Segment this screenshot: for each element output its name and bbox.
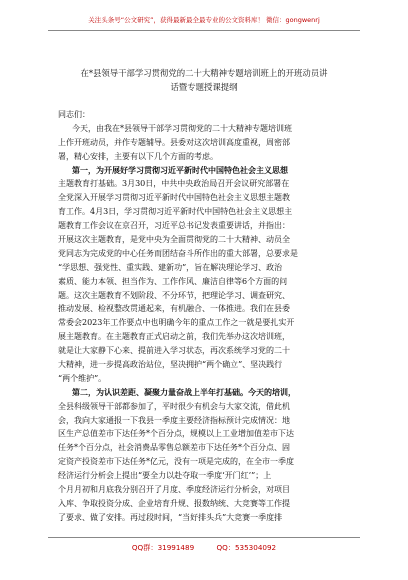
header-banner: 关注头条号“公文研究”，获得最新最全最专业的公文资料库！ 微信：gongwenrj [48,10,360,31]
body-line: 大精神，进一步提高政治站位，坚决拥护“两个确立”、坚决践行 [58,360,283,370]
body-line: 全县科级领导干部都参加了，平时很少有机会与大家交流，借此机 [58,401,290,411]
body-line: 任务*个百分点，社会消费品零售总额差市下达任务*个百分点、固 [58,443,290,453]
body-line: 今天，由我在*县领导干部学习贯彻党的二十大精神专题培训班 [72,123,292,133]
body-line: 经济运行分析会上提出“要全力以赴夺取一季度‘开门红’”；上 [58,471,272,481]
body-line: 党同志为完成党的中心任务而团结奋斗所作出的重大部署，总要求是 [58,248,298,258]
body-line: 主题教育打基础。3月30日，中共中央政治局召开会议研究部署在 [58,179,290,189]
body-line: 署，精心安排，主要有以下几个方面的考虑。 [58,151,218,161]
body-line: 展主题教育。在主题教育正式启动之前，我们先举办这次培训班， [58,332,290,342]
title-line: 在*县领导干部学习贯彻党的二十大精神专题培训班上的开班动员讲 [80,68,328,78]
body-line: “两个维护”。 [58,373,107,383]
greeting: 同志们： [58,110,90,119]
document-title [46,66,362,94]
body-line: 开展这次主题教育，是党中央为全面贯彻党的二十大精神、动员全 [58,235,290,245]
footer-banner [48,537,360,558]
section-heading-line: 第二，为认识差距、凝聚力量奋战上半年打基础。今天的培训， [72,386,296,397]
body-line: 育工作。4月3日，学习贯彻习近平新时代中国特色社会主义思想主 [58,207,293,217]
footer-qq-group: QQ群：31991489 [131,543,195,552]
section-heading-line: 第一，为开展好学习贯彻习近平新时代中国特色社会主义思想 [72,164,288,175]
body-line: 上作开班动员，并作专题辅导。县委对这次培训高度重视，周密部 [58,137,290,147]
body-line: 了要求、做了安排。再过段时间，“当好排头兵”大竞赛一季度排 [58,512,283,522]
body-line: 题教育工作会议在京召开，习近平总书记发表重要讲话，并指出： [58,221,290,231]
body-line: 个月月初和月底我分别召开了月度、季度经济运行分析会，对项目 [58,485,290,495]
body-line: 入库、争取投资分成、企业培育升规、报数纳统、大竞赛等工作提 [58,498,290,508]
footer-qq: QQ：535304092 [216,543,277,552]
body-line: 定资产投资差市下达任务*亿元，没有一项是完成的，在全市一季度 [58,457,294,467]
body-line: 区生产总值差市下达任务*个百分点，规模以上工业增加值差市下达 [58,429,294,439]
body-line: “学思想、强党性、重实践、建新功”，旨在解决理论学习、政治 [58,262,283,272]
body-line: 素质、能力本领、担当作为、工作作风、廉洁自律等6个方面的问 [58,276,288,286]
body-line: 常委会2023年工作要点中也明确今年的重点工作之一就是要扎实开 [58,318,295,328]
title-line: 话暨专题授课提纲 [170,82,238,92]
body-line: 全党深入开展学习贯彻习近平新时代中国特色社会主义思想主题教 [58,193,290,203]
body-line: 就是让大家静下心来、提前进入学习状态，再次系统学习党的二十 [58,346,290,356]
body-line: 题。这次主题教育不划阶段、不分环节，把理论学习、调查研究、 [58,290,290,300]
body-line: 推动发展、检视整改贯通起来，有机融合、一体推进。我们在县委 [58,304,290,314]
body-line: 会，我向大家通报一下我县一季度主要经济指标预计完成情况：地 [58,415,290,425]
document-body [58,108,358,525]
